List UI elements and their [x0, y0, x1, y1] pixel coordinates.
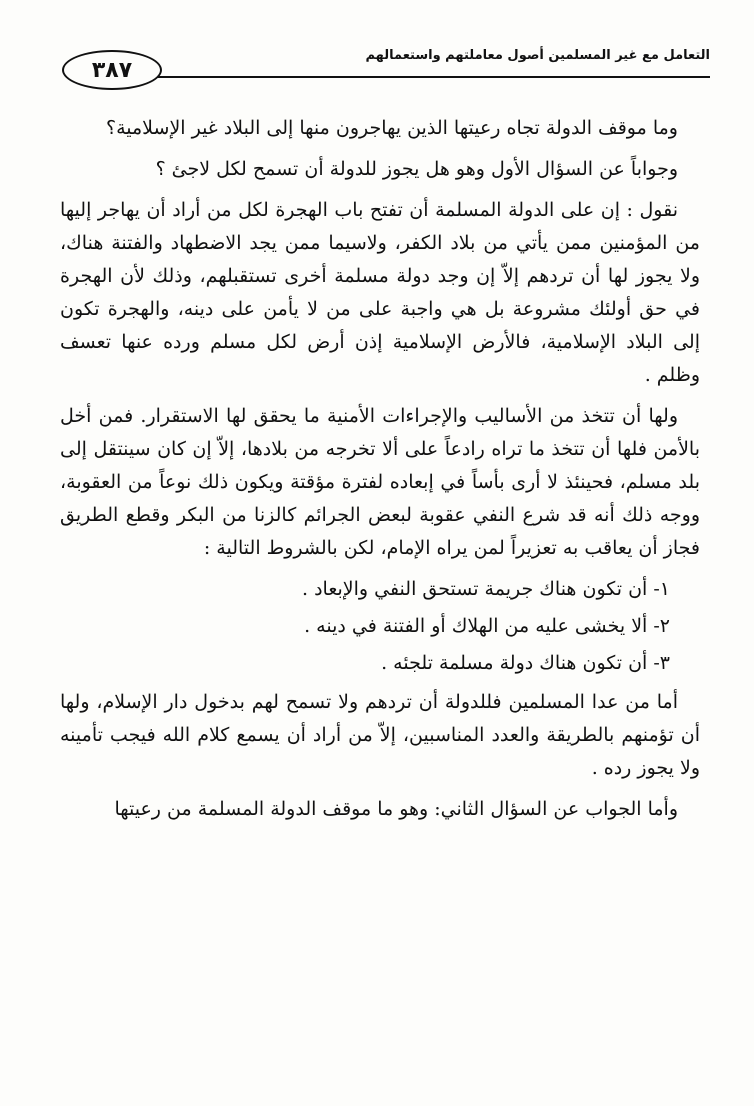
running-header — [50, 38, 710, 86]
paragraph-answer-intro: وجواباً عن السؤال الأول وهو هل يجوز للدولة أن تسمح لكل لاجئ ؟ — [155, 158, 678, 180]
page-number-oval — [62, 50, 162, 90]
paragraph-question: وما موقف الدولة تجاه رعيتها الذين يهاجرون منها إلى البلاد غير الإسلامية؟ — [106, 117, 678, 139]
condition-item: ١- أن تكون هناك جريمة تستحق النفي والإبعاد . — [302, 578, 670, 600]
page-body — [60, 112, 700, 834]
paragraph-non-muslims: أما من عدا المسلمين فللدولة أن تردهم ولا تسمح لهم بدخول دار الإسلام، ولها أن تؤمنهم بالطريقة والعدد المناسبين، إلاّ من أراد أن يسمع كلام الله فيجب تأمينه ولا يجوز رده . — [60, 691, 700, 779]
page-number: ٣٨٧ — [91, 57, 133, 83]
header-rule — [155, 76, 710, 78]
condition-item: ٣- أن تكون هناك دولة مسلمة تلجئه . — [381, 652, 670, 674]
paragraph-hijra: نقول : إن على الدولة المسلمة أن تفتح باب الهجرة لكل من أراد أن يهاجر إليها من المؤمنين ممن يأتي من بلاد الكفر، ولاسيما ممن يجد الاضطهاد والفتنة هناك، ولا يجوز لها أن تردهم إلاّ إن وجد دولة مسلمة أخرى تستقبلهم، وذلك لأن الهجرة في حق أولئك مشروعة بل هي واجبة على من لا يأمن على دينه، والهجرة تكون إلى البلاد الإسلامية، فالأرض الإسلامية إذن أرض لكل مسلم ورده عنها تعسف وظلم . — [60, 199, 700, 386]
paragraph-second-answer: وأما الجواب عن السؤال الثاني: وهو ما موقف الدولة المسلمة من رعيتها — [114, 798, 678, 820]
conditions-list — [60, 573, 700, 680]
paragraph-security: ولها أن تتخذ من الأساليب والإجراءات الأمنية ما يحقق لها الاستقرار. فمن أخل بالأمن فلها أن تتخذ ما تراه رادعاً على ألا تخرجه من بلادها، إلاّ إن كان سينتقل إلى بلد مسلم، فحينئذ لا أرى بأساً في إبعاده لفترة مؤقتة ويكون ذلك نوعاً من العقوبة، ووجه ذلك أنه قد شرع النفي عقوبة لبعض الجرائم كالزنا من البكر وقطع الطريق فجاز أن يعاقب به تعزيراً لمن يراه الإمام، لكن بالشروط التالية : — [60, 405, 700, 559]
header-title: التعامل مع غير المسلمين أصول معاملتهم واستعمالهم — [365, 48, 710, 63]
condition-item: ٢- ألا يخشى عليه من الهلاك أو الفتنة في دينه . — [304, 615, 670, 637]
